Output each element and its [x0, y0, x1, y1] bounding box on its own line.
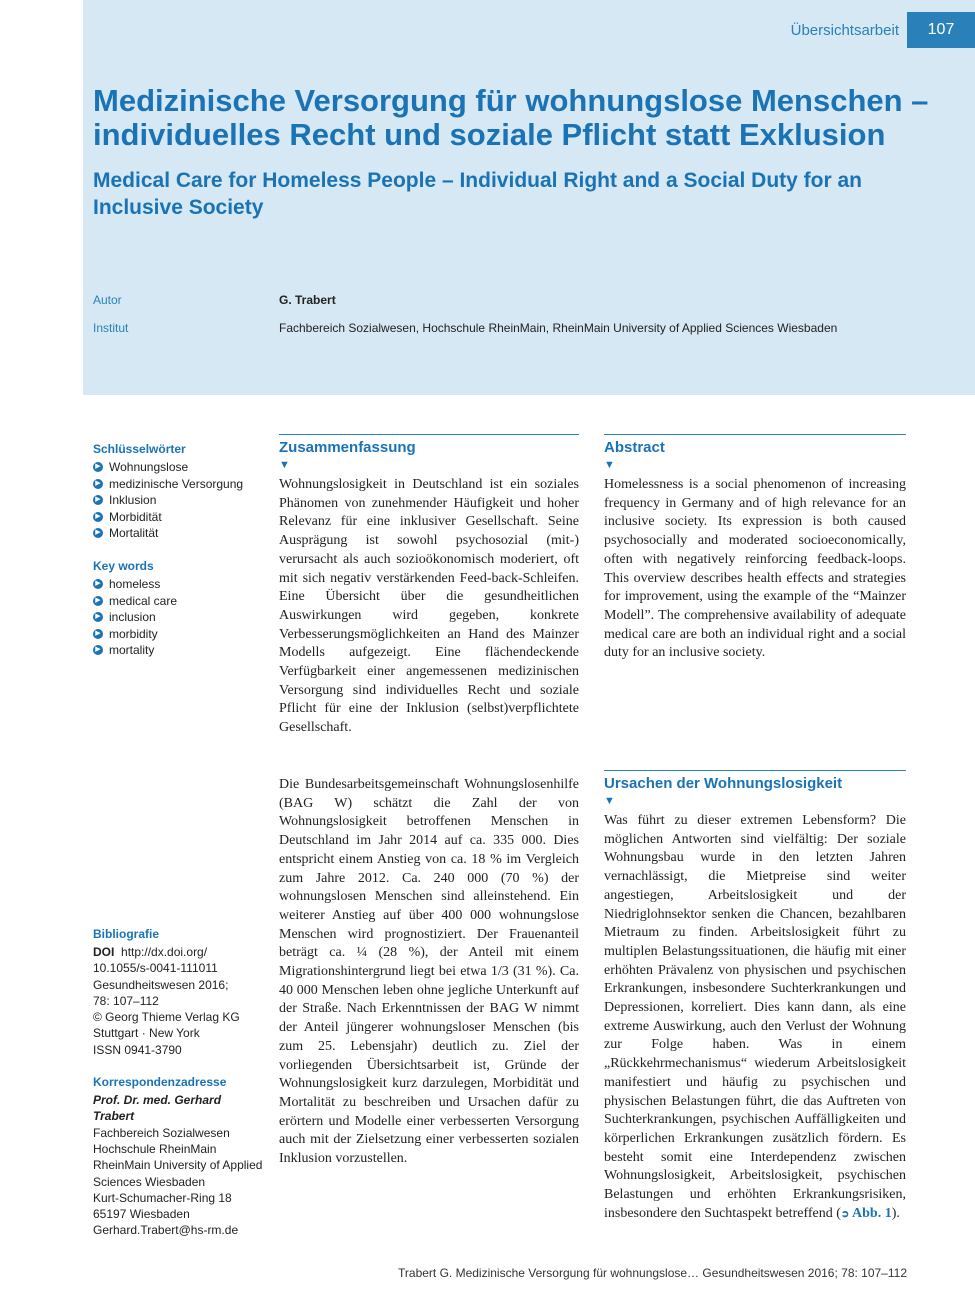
- keyword-item: ▶ medizinische Versorgung: [93, 476, 268, 493]
- arrow-icon: ➲: [840, 1208, 850, 1220]
- doi-line: DOI http://dx.doi.org/: [93, 945, 208, 959]
- intro-text: Die Bundesarbeitsgemeinschaft Wohnungslosenhilfe (BAG W) schätzt die Zahl der von Wohnungslosigkeit betroffenen Menschen in Deutschland im Jahr 2014 auf ca. 335 000. Dies entspricht einem Anstieg von ca. 18 % im Vergleich zum Jahre 2012. Ca. 240 000 (70 %) der wohnungslosen Menschen sind alleinstehend. Ein weiterer Anstieg auf über 400 000 wohnungslose Menschen wird prognostiziert. Der Frauenanteil beträgt ca. ¼ (28 %), der Anteil mit einem Migrationshintergrund liegt bei etwa 1/3 (31 %). Ca. 40 000 Menschen leben ohne jegliche Unterkunft auf der Straße. Nach Erkenntnissen der BAG W nimmt der Anteil jüngerer wohnungsloser Menschen (bis zum 25. Lebensjahr) deutlich zu. Ziel der vorliegenden Übersichtsarbeit ist, Gründe der Wohnungslosigkeit kurz darzulegen, Morbidität und Mortalität zu beschreiben und Ursachen dafür zu erörtern und Modelle einer verbesserten Versorgung auch mit der Zielsetzung einer verbesserten sozialen Inklusion vorzustellen.: [279, 777, 579, 1167]
- keyword-item: ▶ Morbidität: [93, 509, 268, 526]
- corr-address-line: Fachbereich Sozialwesen: [93, 1125, 230, 1140]
- bullet-arrow-icon: ▶: [93, 512, 103, 522]
- bullet-arrow-icon: ▶: [93, 462, 103, 472]
- bullet-arrow-icon: ▶: [93, 645, 103, 655]
- author-label: Autor: [93, 293, 122, 307]
- ursachen-text: Was führt zu dieser extremen Lebensform? Die möglichen Antworten sind vielfältig: Der soziale Wohnungsbau wurde in den letzten Jahren vernachlässigt, die Mietpreise sind weiter angestiegen, Arbeitslosigkeit und der Niedriglohnsektor senken die Chancen, bezahlbaren Mietraum zu finden. Arbeitslosigkeit führt zu multiplen Belastungssituationen, die häufig mit einer erhöhten Prävalenz von physischen und psychischen Erkrankungen, insbesondere Suchterkrankungen und Depressionen, korreliert. Dies kann dann, als eine extreme Auswirkung, auch den Verlust der Wohnung zur Folge haben. Was in einem „Rückkehrmechanismus“ wiederum Arbeitslosigkeit manifestiert und häufig zu psychischen und physischen Belastungen führt, die das Auftreten von Suchterkrankungen, psychischen Auffälligkeiten und körperlichen Erkrankungen zusätzlich fördern. Es besteht somit eine Interdependenz zwischen Wohnungslosigkeit, Arbeitslosigkeit, psychischen Belastungen und erhöhten Erkrankungsrisiken, insbesondere den Suchtaspekt betreffend (➲ Abb. 1).: [604, 813, 906, 1221]
- keyword-item: ▶ medical care: [93, 593, 268, 610]
- divider: [604, 434, 906, 435]
- institute-label: Institut: [93, 321, 129, 335]
- zusammenfassung-section: [279, 439, 579, 738]
- bullet-arrow-icon: ▶: [93, 629, 103, 639]
- bullet-arrow-icon: ▶: [93, 612, 103, 622]
- intro-section: [279, 776, 579, 1169]
- corr-address-line: Sciences Wiesbaden: [93, 1174, 206, 1189]
- doi-line-2[interactable]: 10.1055/s-0041-111011: [93, 961, 218, 976]
- keyword-item: ▶ Inklusion: [93, 492, 268, 509]
- keywords-de-heading: Schlüsselwörter: [93, 442, 186, 456]
- bibliography-heading: Bibliografie: [93, 927, 160, 941]
- triangle-down-icon: ▼: [604, 459, 615, 471]
- keyword-item: ▶ Mortalität: [93, 525, 268, 542]
- title-english: Medical Care for Homeless People – Individual Right and a Social Duty for an Inclusive Society: [93, 169, 863, 219]
- keyword-item: ▶ homeless: [93, 576, 268, 593]
- bullet-arrow-icon: ▶: [93, 528, 103, 538]
- keywords-block: [93, 442, 268, 659]
- divider: [279, 434, 579, 435]
- ursachen-section: [604, 775, 906, 1224]
- keywords-en-list: [93, 576, 268, 659]
- abstract-heading: Abstract: [604, 439, 665, 456]
- footer-citation: Trabert G. Medizinische Versorgung für wohnungslose… Gesundheitswesen 2016; 78: 107–112: [398, 1266, 907, 1280]
- bibliography-block: [93, 927, 268, 1239]
- corr-email[interactable]: Gerhard.Trabert@hs-rm.de: [93, 1223, 239, 1238]
- corr-address-line: 65197 Wiesbaden: [93, 1207, 190, 1222]
- bullet-arrow-icon: ▶: [93, 579, 103, 589]
- page-number: 107: [907, 12, 975, 48]
- author-name: G. Trabert: [279, 293, 336, 307]
- copyright-line: © Georg Thieme Verlag KG: [93, 1010, 240, 1025]
- zusammenfassung-heading: Zusammenfassung: [279, 439, 416, 456]
- title-german: Medizinische Versorgung für wohnungslose Menschen – individuelles Recht und soziale Pflicht statt Exklusion: [93, 83, 929, 152]
- keyword-item: ▶ Wohnungslose: [93, 459, 268, 476]
- bullet-arrow-icon: ▶: [93, 495, 103, 505]
- corr-address-line: Hochschule RheinMain: [93, 1141, 217, 1156]
- ursachen-heading: Ursachen der Wohnungslosigkeit: [604, 775, 843, 792]
- keyword-item: ▶ mortality: [93, 642, 268, 659]
- section-label: Übersichtsarbeit: [790, 22, 899, 39]
- zusammenfassung-text: Wohnungslosigkeit in Deutschland ist ein soziales Phänomen von zunehmender Häufigkeit und hoher Relevanz für eine inklusiver Gesellschaft. Seine Ausprägung ist sowohl psychosozial (mit-) verursacht als auch sozioökonomisch moderiert, oft mit sich negativ verstärkenden Feed-back-Schleifen. Eine Übersicht über die gesundheitlichen Auswirkungen wird gegeben, konkrete Verbesserungsmöglichkeiten an Hand des Mainzer Modells aufgezeigt. Eine flächendeckende Verfügbarkeit einer angemessenen medizinischen Versorgung sind individuelles Recht und soziale Pflicht für eine der Inklusion (selbst)verpflichtete Gesellschaft.: [279, 477, 579, 736]
- triangle-down-icon: ▼: [279, 459, 290, 471]
- corr-name: Prof. Dr. med. Gerhard: [93, 1093, 222, 1108]
- keywords-de-list: [93, 459, 268, 542]
- divider: [604, 770, 906, 771]
- doi-link[interactable]: http://dx.doi.org/: [121, 945, 208, 959]
- location-line: Stuttgart · New York: [93, 1026, 200, 1041]
- bullet-arrow-icon: ▶: [93, 596, 103, 606]
- keywords-en-heading: Key words: [93, 558, 154, 573]
- correspondence-heading: Korrespondenzadresse: [93, 1075, 227, 1090]
- abstract-text: Homelessness is a social phenomenon of increasing frequency in Germany and of high relevance for an inclusive society. Its expression is both caused psychosocially and moderated socioeconomically, often with negatively reinforcing feedback-loops. This overview describes health effects and strategies for improvement, using the example of the “Mainzer Modell”. The comprehensive availability of adequate medical care are both an individual right and a social duty for an inclusive society.: [604, 477, 906, 661]
- institute-name: Fachbereich Sozialwesen, Hochschule RheinMain, RheinMain University of Applied Sciences Wiesbaden: [279, 321, 838, 335]
- bullet-arrow-icon: ▶: [93, 479, 103, 489]
- keyword-item: ▶ morbidity: [93, 626, 268, 643]
- keyword-item: ▶ inclusion: [93, 609, 268, 626]
- volume-line: 78: 107–112: [93, 993, 159, 1008]
- corr-address-line: RheinMain University of Applied: [93, 1158, 263, 1173]
- figure-reference-link[interactable]: ➲ Abb. 1: [840, 1205, 892, 1221]
- abstract-section: [604, 439, 906, 663]
- corr-address-line: Kurt-Schumacher-Ring 18: [93, 1190, 232, 1205]
- journal-line: Gesundheitswesen 2016;: [93, 977, 229, 992]
- triangle-down-icon: ▼: [604, 795, 615, 807]
- issn-line: ISSN 0941-3790: [93, 1042, 182, 1057]
- corr-name-2: Trabert: [93, 1109, 135, 1124]
